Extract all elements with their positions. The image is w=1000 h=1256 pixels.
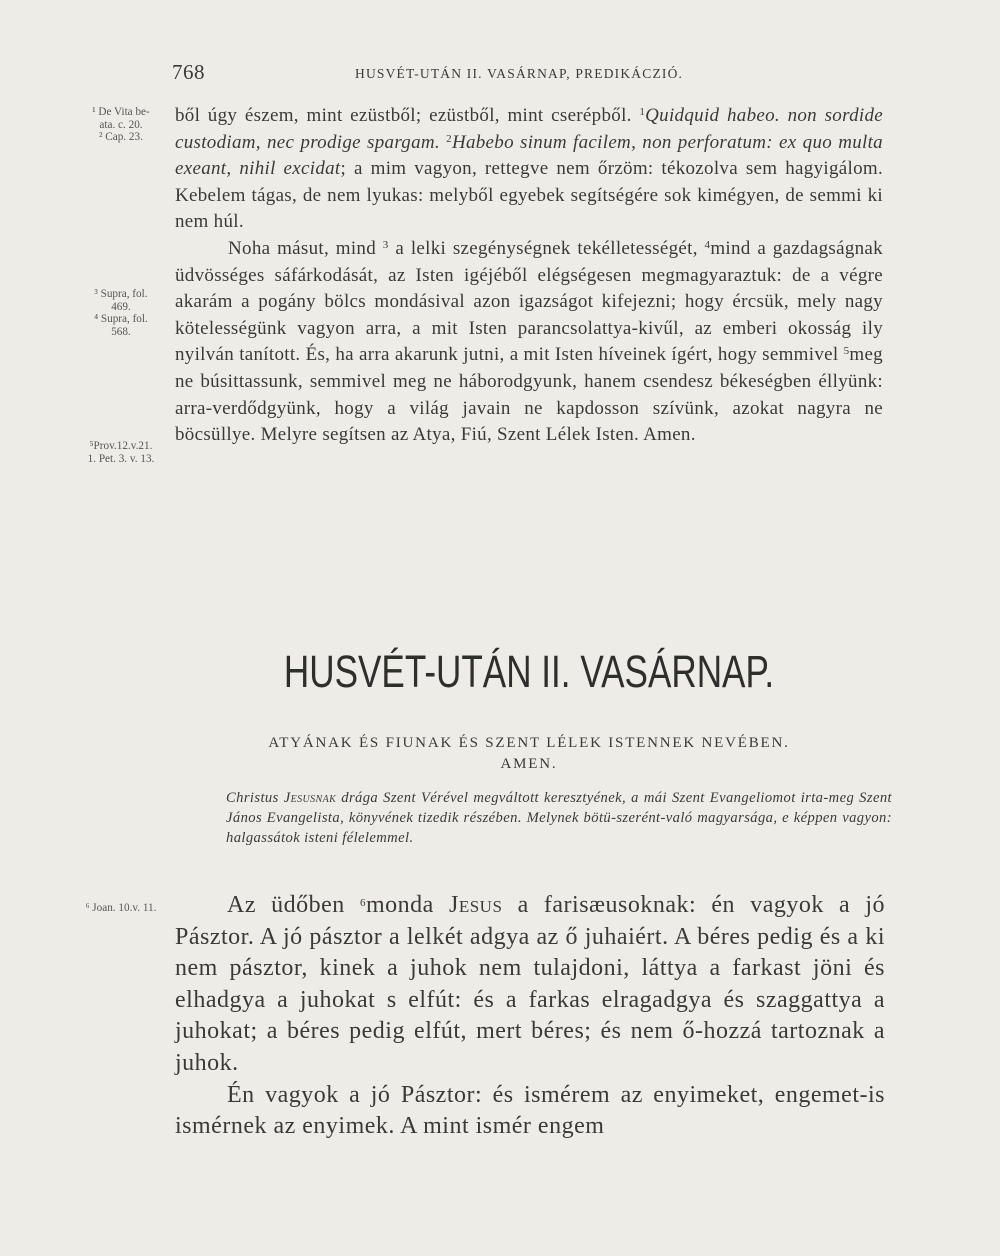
margin-note: ³ Supra, fol. 469. ⁴ Supra, fol. 568. bbox=[94, 288, 148, 338]
sermon-title: HUSVÉT-UTÁN II. VASÁRNAP. bbox=[283, 646, 775, 697]
text-span: Jesusnak bbox=[283, 790, 337, 806]
latin-quote: Quidquid habeo. non sordide custodiam, nec prodige spargam. bbox=[175, 105, 884, 153]
text-span: a lelki szegénységnek tekélletességét, bbox=[395, 237, 698, 259]
footnote-ref: 5 bbox=[843, 345, 850, 358]
footnote-ref: 6 bbox=[359, 897, 366, 909]
footnote-ref: 3 bbox=[382, 238, 389, 251]
margin-note: ⁵Prov.12.v.21. 1. Pet. 3. v. 13. bbox=[87, 440, 155, 465]
paragraph: Én vagyok a jó Pásztor: és ismérem az enyimeket, engemet-is ismérnek az enyimek. A mint ismér engem bbox=[175, 1081, 885, 1140]
text-span: mind a gazdagságnak üdvösséges sáfárkodását, az Isten igéjéből elégségesen megmagyaraztuk: de a végre akarám a pogány bölcs mondásival azon igazságot kifejezni; hogy ércsük, mely nagy kötelességünk vagyon arra, a mit Isten parancsolattya-kivűl, az emberi okosság ily nyilván tanított. És, ha arra akarunk jutni, a mit Isten híveinek ígért, hogy semmivel bbox=[175, 237, 883, 366]
text-span: ből úgy észem, mint ezüstből; ezüstből, mint cserépből. bbox=[175, 105, 632, 126]
text-span: meg ne búsittassunk, semmivel meg ne háborodgyunk, hanem csendesz békeségben éllyünk: arra-verdődgyünk, hogy a világ javain ne kapdosson szívünk, azokat nagyra ne böcsüllye. Melyre segítsen az Atya, Fiú, Szent Lélek Isten. Amen. bbox=[175, 344, 883, 446]
text-span: Az üdőben bbox=[227, 892, 345, 918]
invocation bbox=[175, 733, 883, 775]
margin-note: ⁶ Joan. 10.v. 11. bbox=[85, 902, 157, 914]
text-span: Jesus bbox=[448, 892, 503, 918]
paragraph bbox=[175, 890, 885, 1080]
text-span: ; a mim vagyon, rettegve nem őrzöm: tékozolva sem hagyigálom. Kebelem tágas, de nem lyukas: melyből egyebek segítségére sok kimégyen, de semmi ki nem húl. bbox=[175, 158, 883, 233]
paragraph bbox=[175, 236, 883, 449]
invocation-line: ATYÁNAK ÉS FIUNAK ÉS SZENT LÉLEK ISTENNEK NEVÉBEN. bbox=[268, 735, 790, 751]
latin-quote: Habebo sinum facilem, non perforatum: ex quo multa exeant, nihil excidat bbox=[175, 131, 883, 180]
paragraph bbox=[175, 103, 883, 236]
gospel-text bbox=[175, 890, 885, 1143]
page-header bbox=[172, 60, 884, 88]
invocation-line: AMEN. bbox=[500, 756, 558, 772]
intro-paragraph bbox=[226, 789, 892, 848]
text-span: a farisæusoknak: én vagyok a jó Pásztor. A jó pásztor a lelkét adgya az ő juhaiért. A béres pedig és a ki nem pásztor, kinek a juhok nem tulajdoni, láttya a farkast jöni és elhadgya a juhokat s elfút: és a farkas elragadgya és szaggattya a juhokat; a béres pedig elfút, mert béres; és nem ő-hozzá tartoznak a juhok. bbox=[175, 892, 886, 1076]
text-section-1 bbox=[175, 103, 883, 449]
running-head: HUSVÉT-UTÁN II. VASÁRNAP, PREDIKÁCZIÓ. bbox=[355, 66, 684, 81]
margin-note: ¹ De Vita be- ata. c. 20. ² Cap. 23. bbox=[92, 106, 150, 143]
footnote-ref: 4 bbox=[704, 238, 711, 251]
text-span: monda bbox=[365, 892, 434, 918]
text-span: Christus bbox=[226, 790, 279, 806]
paragraph bbox=[226, 789, 892, 848]
text-span: drága Szent Vérével megváltott keresztyének, a mái Szent Evangeliomot irta-meg Szent János Evangelista, könyvének tizedik részében. Melynek bötü-szerént-való magyarsága, e képpen vagyon: halgassátok isteni félelemmel. bbox=[226, 790, 892, 846]
page-number: 768 bbox=[172, 60, 205, 84]
text-span: Noha másut, mind bbox=[228, 237, 377, 259]
footnote-ref: 1 bbox=[639, 106, 646, 118]
footnote-ref: 2 bbox=[446, 132, 452, 145]
